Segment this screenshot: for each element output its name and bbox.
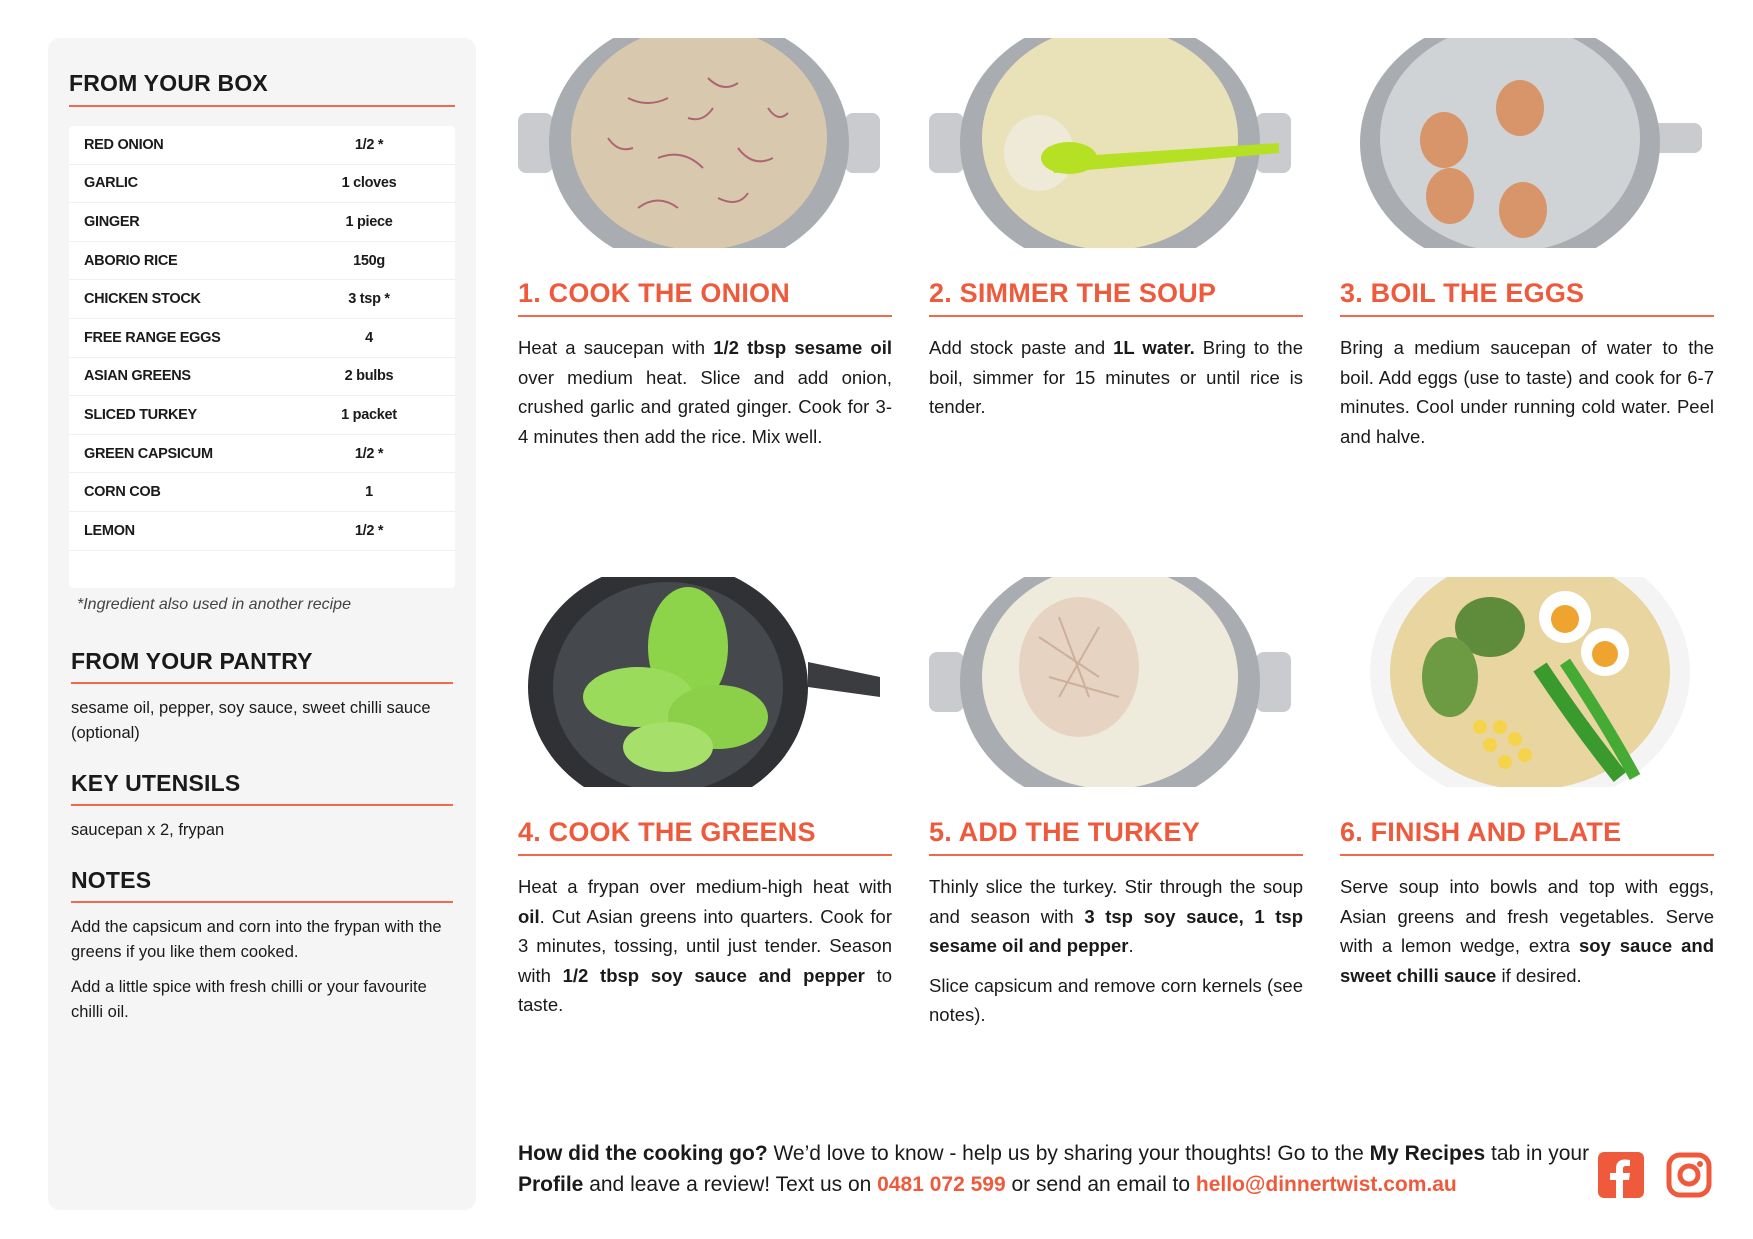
step-text: Heat a frypan over medium-high heat with oil. Cut Asian greens into quarters. Cook for 3 minutes, tossing, until just tender. Season with 1/2 tbsp soy sauce and pepper to taste. (518, 876, 892, 1015)
step-5 (929, 577, 1303, 1025)
utensils-text: saucepan x 2, frypan (71, 821, 225, 839)
ingredient-row (69, 203, 455, 242)
onion-rice-pot-image (518, 38, 880, 248)
ingredient-row (69, 473, 455, 512)
ingredient-name: CORN COB (84, 484, 161, 501)
step-4 (518, 577, 892, 1015)
ingredient-name: GARLIC (84, 175, 138, 192)
from-your-box-title: FROM YOUR BOX (69, 70, 455, 107)
ingredient-qty: 1 piece (345, 213, 393, 230)
step-text: Heat a saucepan with 1/2 tbsp sesame oil over medium heat. Slice and add onion, crushed garlic and grated ginger. Cook for 3-4 minutes then add the rice. Mix well. (518, 337, 892, 447)
step-title: 5. ADD THE TURKEY (929, 817, 1303, 856)
step-text: Thinly slice the turkey. Stir through the soup and season with 3 tsp soy sauce, 1 tsp sesame oil and pepper. Slice capsicum and remove corn kernels (see notes). (929, 876, 1303, 1025)
pantry-section (71, 648, 453, 746)
ingredient-name: LEMON (84, 522, 135, 539)
profile-label: Profile (518, 1173, 584, 1196)
ingredient-row (69, 512, 455, 551)
step-title: 1. COOK THE ONION (518, 278, 892, 317)
boiling-eggs-image (1340, 38, 1702, 248)
my-recipes-label: My Recipes (1369, 1142, 1486, 1165)
ingredient-row (69, 280, 455, 319)
pantry-text: sesame oil, pepper, soy sauce, sweet chilli sauce (optional) (71, 699, 431, 742)
note-item: Add the capsicum and corn into the frypan with the greens if you like them cooked. (71, 918, 442, 961)
ingredient-footnote: *Ingredient also used in another recipe (77, 596, 351, 613)
note-item: Add a little spice with fresh chilli or your favourite chilli oil. (71, 978, 427, 1021)
feedback-footer: How did the cooking go? We’d love to know - help us by sharing your thoughts! Go to the My Recipes tab in your Profile and leave a review! Text us on 0481 072 599 or send an email to hello@dinnertwist.com.au (518, 1142, 1590, 1196)
step-3 (1340, 38, 1714, 447)
ingredient-row (69, 319, 455, 358)
ingredients-table (69, 126, 455, 588)
ingredient-row (69, 242, 455, 281)
step-6 (1340, 577, 1714, 986)
ingredient-qty: 1/2 * (354, 522, 384, 539)
ingredient-qty: 1/2 * (354, 445, 384, 462)
step-title: 2. SIMMER THE SOUP (929, 278, 1303, 317)
step-text: Serve soup into bowls and top with eggs, Asian greens and fresh vegetables. Serve with a lemon wedge, extra soy sauce and sweet chilli sauce if desired. (1340, 876, 1714, 986)
step-2 (929, 38, 1303, 417)
phone-link[interactable]: 0481 072 599 (877, 1173, 1006, 1196)
pantry-title: FROM YOUR PANTRY (71, 648, 453, 684)
step-title: 3. BOIL THE EGGS (1340, 278, 1714, 317)
turkey-soup-pot-image (929, 577, 1291, 787)
ingredient-qty: 150g (353, 252, 385, 269)
facebook-icon[interactable] (1598, 1152, 1644, 1198)
ingredient-row (69, 396, 455, 435)
ingredient-name: SLICED TURKEY (84, 406, 197, 423)
step-text: Bring a medium saucepan of water to the boil. Add eggs (use to taste) and cook for 6-7 minutes. Cool under running cold water. Peel and halve. (1340, 337, 1714, 447)
plated-soup-bowl-image (1340, 577, 1702, 787)
ingredient-qty: 4 (365, 329, 373, 346)
ingredient-row (69, 435, 455, 474)
ingredient-qty: 3 tsp * (348, 291, 390, 308)
ingredient-name: RED ONION (84, 136, 164, 153)
step-title: 4. COOK THE GREENS (518, 817, 892, 856)
ingredient-row (69, 165, 455, 204)
notes-title: NOTES (71, 867, 453, 903)
notes-section (71, 867, 453, 1025)
ingredient-name: ASIAN GREENS (84, 368, 191, 385)
email-link[interactable]: hello@dinnertwist.com.au (1195, 1173, 1457, 1196)
greens-frypan-image (518, 577, 880, 787)
ingredient-name: CHICKEN STOCK (84, 291, 201, 308)
instagram-icon[interactable] (1666, 1152, 1712, 1198)
ingredient-qty: 1 cloves (341, 175, 397, 192)
step-text: Add stock paste and 1L water. Bring to the boil, simmer for 15 minutes or until rice is tender. (929, 337, 1303, 417)
soup-pot-image (929, 38, 1291, 248)
utensils-title: KEY UTENSILS (71, 770, 453, 806)
step-1 (518, 38, 892, 447)
ingredient-name: GREEN CAPSICUM (84, 445, 213, 462)
ingredient-qty: 1 (365, 484, 373, 501)
from-your-box-section (69, 70, 455, 107)
feedback-question: How did the cooking go? (518, 1142, 768, 1165)
ingredient-qty: 2 bulbs (344, 368, 394, 385)
ingredient-row (69, 358, 455, 397)
utensils-section (71, 770, 453, 843)
ingredient-qty: 1 packet (341, 406, 397, 423)
notes-text (71, 915, 453, 1025)
ingredient-name: GINGER (84, 213, 140, 230)
step-title: 6. FINISH AND PLATE (1340, 817, 1714, 856)
ingredient-name: FREE RANGE EGGS (84, 329, 221, 346)
ingredient-qty: 1/2 * (354, 136, 384, 153)
ingredient-row (69, 126, 455, 165)
ingredients-sidebar (48, 38, 476, 1210)
ingredient-name: ABORIO RICE (84, 252, 178, 269)
